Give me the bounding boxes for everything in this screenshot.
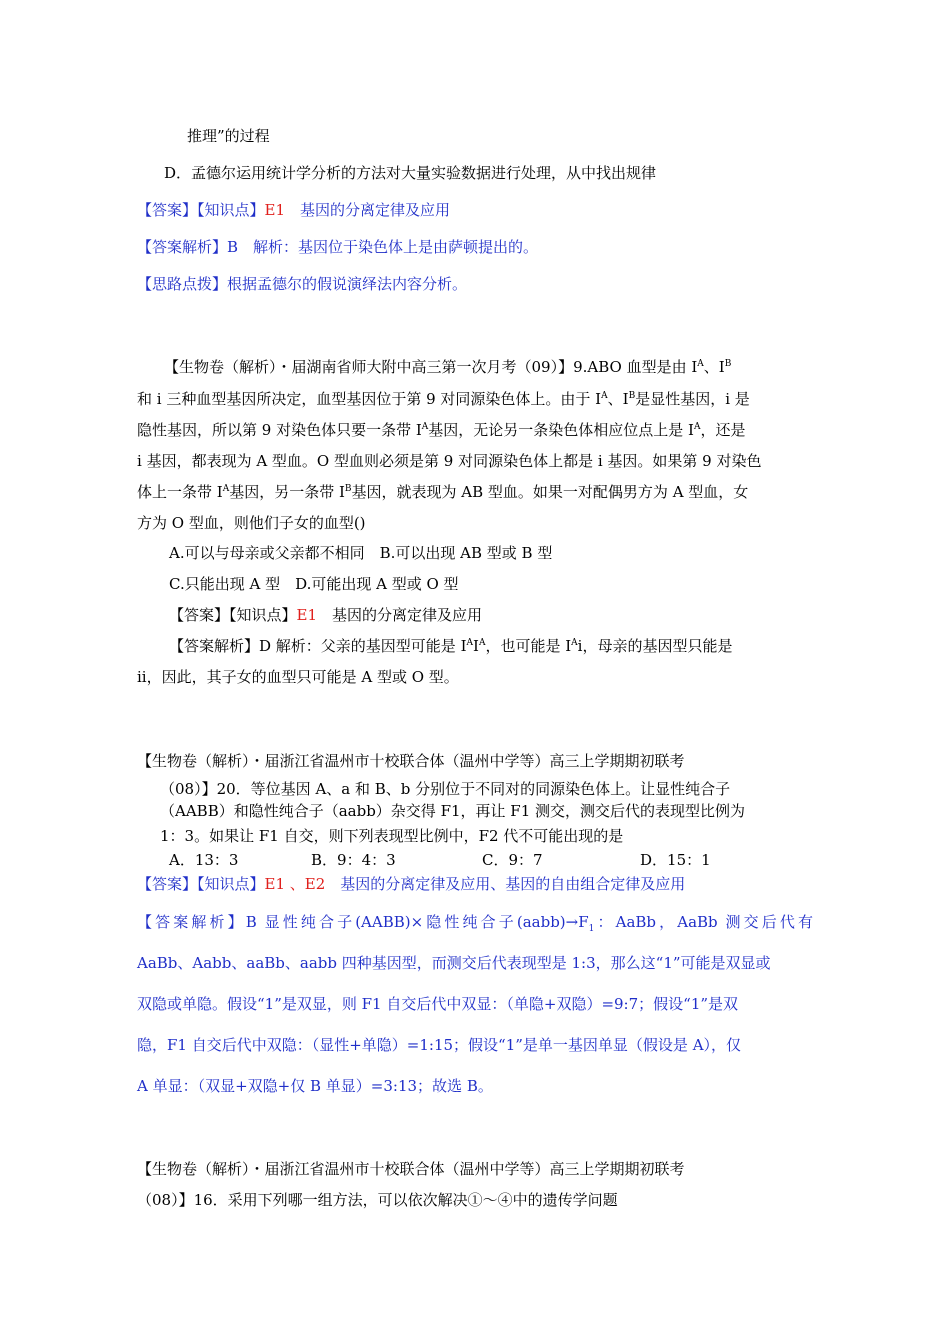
q2-analysis-line-1: [169, 636, 732, 656]
answer-label: 【答案】【知识点】: [169, 606, 297, 624]
q3-analysis-line-4: 隐，F1 自交后代中双隐：（显性+单隐）=1:15；假设“1”是单一基因单显（假设是 A），仅: [137, 1036, 742, 1054]
answer-code: E1 、E2: [264, 875, 326, 893]
text: 【答案解析】: [137, 913, 246, 931]
answer-topic: 基因的分离定律及应用、基因的自由组合定律及应用: [340, 875, 686, 893]
text: 隐性基因，所以第 9 对染色体只要一条带 I: [137, 421, 422, 439]
sub: 1: [588, 924, 595, 934]
q2-line-4: i 基因，都表现为 A 型血。O 型血则必须是第 9 对同源染色体上都是 i 基因。如果第 9 对染色: [137, 452, 762, 470]
q3-analysis-line-1: [137, 912, 813, 932]
text: I: [473, 637, 479, 655]
q1-hint: [137, 274, 467, 294]
q1-answer: [137, 200, 450, 220]
q3-option-d: D．15：1: [640, 851, 711, 869]
hint-text: 根据孟德尔的假说演绎法内容分析。: [227, 275, 468, 293]
sup: B: [724, 359, 732, 369]
answer-topic: 基因的分离定律及应用: [300, 201, 451, 219]
q3-line-1: 【生物卷（解析）・届浙江省温州市十校联合体（温州中学等）高三上学期期初联考: [137, 752, 685, 770]
sup: A: [478, 638, 486, 648]
q2-line-3: [137, 420, 746, 440]
sup: A: [697, 359, 704, 369]
sup: A: [693, 422, 701, 432]
sup: A: [571, 638, 578, 648]
sup: A: [421, 422, 429, 432]
q2-line-1: [164, 357, 731, 377]
text: 、I: [607, 390, 629, 408]
text: i，母亲的基因型只能是: [577, 637, 733, 655]
answer-code: E1: [264, 201, 286, 219]
text: 是显性基因，i 是: [635, 390, 750, 408]
text: 【答案解析】D 解析：父亲的基因型可能是 I: [169, 637, 467, 655]
answer-topic: 基因的分离定律及应用: [332, 606, 483, 624]
q3-option-c: C．9：7: [482, 851, 543, 869]
sup: A: [222, 484, 230, 494]
q2-analysis-line-2: ii，因此，其子女的血型只可能是 A 型或 O 型。: [137, 668, 459, 686]
q1-analysis: [137, 237, 538, 257]
q2-line-6: 方为 O 型血，则他们子女的血型(): [137, 514, 366, 532]
text: 【生物卷（解析）・届湖南省师大附中高三第一次月考（09）】9.ABO 血型是由 I: [164, 358, 698, 376]
answer-code: E1: [296, 606, 318, 624]
q2-options-cd: C.只能出现 A 型 D.可能出现 A 型或 O 型: [169, 575, 459, 593]
sup: B: [344, 484, 352, 494]
analysis-text: B 解析：基因位于染色体上是由萨顿提出的。: [227, 238, 539, 256]
q3-analysis-line-3: 双隐或单隐。假设“1”是双显，则 F1 自交后代中双显：（单隐+双隐）=9:7；假设“1”是双: [137, 995, 739, 1013]
text: 、I: [703, 358, 725, 376]
q3-analysis-line-2: AaBb、Aabb、aaBb、aabb 四种基因型，而测交后代表现型是 1:3，那么这“1”可能是双显或: [137, 954, 771, 972]
q4-line-1: 【生物卷（解析）・届浙江省温州市十校联合体（温州中学等）高三上学期期初联考: [137, 1160, 685, 1178]
text: 基因，另一条带 I: [229, 483, 345, 501]
q2-line-2: [137, 389, 750, 409]
q3-line-4: 1：3。如果让 F1 自交，则下列表现型比例中，F2 代不可能出现的是: [160, 827, 624, 845]
text: B 显性纯合子(AABB)×隐性纯合子(aabb)→F: [245, 913, 589, 931]
answer-label: 【答案】【知识点】: [137, 875, 265, 893]
text: 和 i 三种血型基因所决定，血型基因位于第 9 对同源染色体上。由于 I: [137, 390, 602, 408]
text: 基因，就表现为 AB 型血。如果一对配偶男方为 A 型血，女: [351, 483, 749, 501]
q3-line-3: （AABB）和隐性纯合子（aabb）杂交得 F1，再让 F1 测交，测交后代的表现型比例为: [160, 802, 746, 820]
text: ，还是: [700, 421, 746, 439]
q2-line-5: [137, 482, 748, 502]
q3-analysis-line-5: A 单显：（双显+双隐+仅 B 单显）=3:13；故选 B。: [137, 1077, 493, 1095]
sup: A: [601, 391, 608, 401]
q3-answer: [137, 874, 685, 894]
text: 基因，无论另一条染色体相应位点上是 I: [428, 421, 694, 439]
text: ，也可能是 I: [485, 637, 572, 655]
q1-option-d: D．孟德尔运用统计学分析的方法对大量实验数据进行处理，从中找出规律: [164, 164, 657, 182]
q2-options-ab: A.可以与母亲或父亲都不相同 B.可以出现 AB 型或 B 型: [169, 544, 553, 562]
sup: A: [466, 638, 473, 648]
q3-line-2: （08）】20．等位基因 A、a 和 B、b 分别位于不同对的同源染色体上。让显性纯合子: [160, 780, 731, 798]
hint-label: 【思路点拨】: [137, 275, 228, 293]
q1-line-cont: 推理”的过程: [187, 127, 270, 145]
q4-line-2: （08）】16．采用下列哪一组方法，可以依次解决①～④中的遗传学问题: [137, 1191, 618, 1209]
sup: B: [628, 391, 636, 401]
analysis-label: 【答案解析】: [137, 238, 228, 256]
q2-answer: [169, 605, 482, 625]
q3-option-a: A．13：3: [169, 851, 239, 869]
q3-option-b: B．9：4：3: [311, 851, 396, 869]
text: ：AaBb，AaBb 测交后代有: [594, 913, 813, 931]
answer-label: 【答案】【知识点】: [137, 201, 265, 219]
text: 体上一条带 I: [137, 483, 223, 501]
